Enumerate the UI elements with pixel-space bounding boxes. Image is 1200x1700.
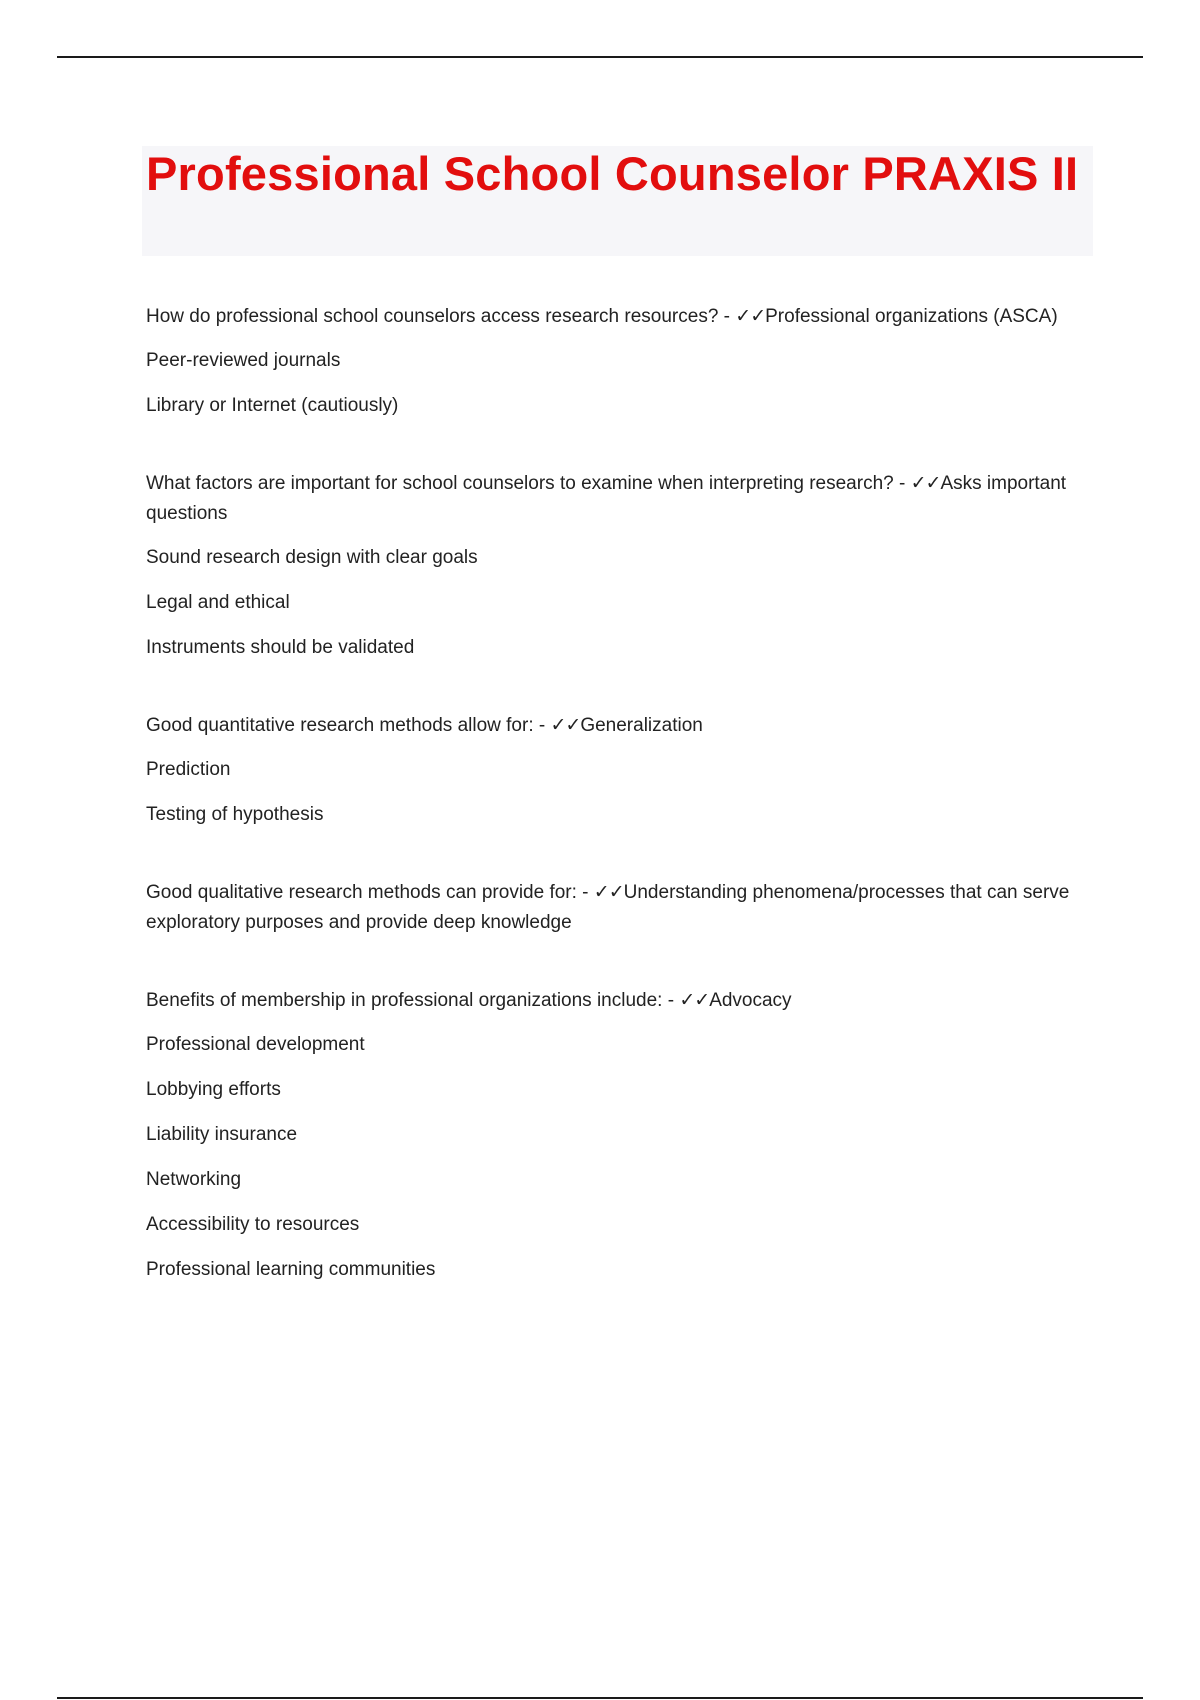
document-title: Professional School Counselor PRAXIS II: [146, 147, 1079, 200]
answer-text: Understanding phenomena/processes that can serve exploratory purposes and provide deep knowledge: [146, 882, 1070, 933]
qa-entry: [146, 302, 1091, 421]
footer-rule: [57, 1697, 1143, 1699]
answer-line: Prediction: [146, 759, 231, 780]
answer-text: Professional organizations (ASCA): [765, 306, 1058, 327]
answer-text: Advocacy: [709, 990, 792, 1011]
answer-line: Networking: [146, 1169, 242, 1190]
title-block: [142, 146, 1093, 256]
double-check-icon: ✓✓: [735, 306, 766, 327]
qa-entry: [146, 878, 1091, 938]
header-rule: [57, 56, 1143, 58]
double-check-icon: ✓✓: [910, 473, 941, 494]
answer-line: Lobbying efforts: [146, 1079, 281, 1100]
answer-text: Generalization: [580, 715, 703, 736]
question-line: [146, 469, 1091, 529]
double-check-icon: ✓✓: [593, 882, 624, 903]
answer-line: Accessibility to resources: [146, 1214, 360, 1235]
qa-entry: [146, 986, 1091, 1285]
qa-entry: [146, 469, 1091, 663]
question-text: How do professional school counselors access research resources? -: [146, 306, 736, 327]
qa-content: [146, 302, 1091, 1333]
answer-line: Testing of hypothesis: [146, 804, 324, 825]
double-check-icon: ✓✓: [550, 715, 581, 736]
question-text: Good qualitative research methods can provide for: -: [146, 882, 594, 903]
answer-line: Instruments should be validated: [146, 637, 415, 658]
double-check-icon: ✓✓: [679, 990, 710, 1011]
answer-line: Library or Internet (cautiously): [146, 395, 399, 416]
qa-entry: [146, 711, 1091, 830]
question-line: [146, 878, 1091, 938]
answer-line: Peer-reviewed journals: [146, 350, 341, 371]
question-text: Good quantitative research methods allow for: -: [146, 715, 551, 736]
answer-line: Legal and ethical: [146, 592, 290, 613]
question-line: [146, 711, 1091, 741]
question-text: Benefits of membership in professional organizations include: -: [146, 990, 680, 1011]
answer-line: Professional learning communities: [146, 1259, 436, 1280]
answer-text: Asks important questions: [146, 473, 1067, 524]
question-text: What factors are important for school counselors to examine when interpreting research? -: [146, 473, 911, 494]
question-line: [146, 986, 1091, 1016]
question-line: [146, 302, 1091, 332]
answer-line: Liability insurance: [146, 1124, 298, 1145]
answer-line: Professional development: [146, 1034, 365, 1055]
answer-line: Sound research design with clear goals: [146, 547, 478, 568]
